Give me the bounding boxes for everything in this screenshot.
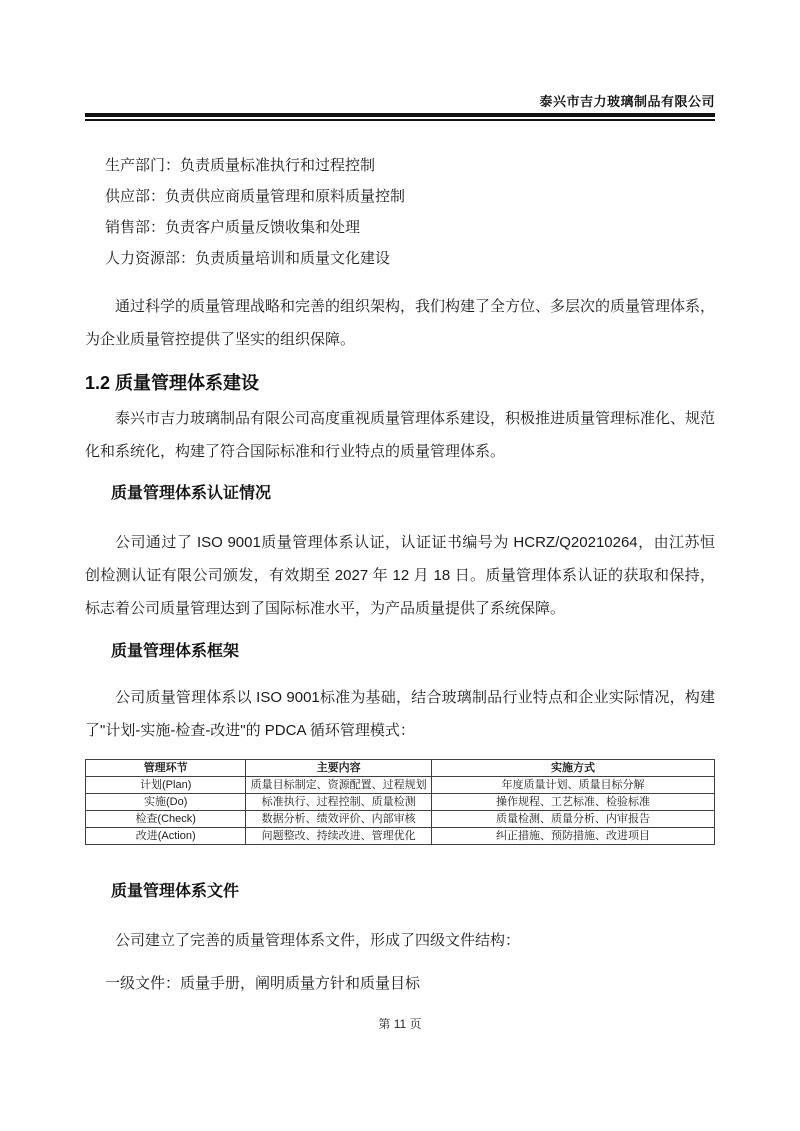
department-line: 人力资源部：负责质量培训和质量文化建设: [105, 250, 391, 267]
table-cell: 质量目标制定、资源配置、过程规划: [246, 777, 432, 794]
table-row: [86, 828, 715, 845]
framework-heading: 质量管理体系框架: [111, 643, 240, 660]
section-paragraph: 泰兴市吉力玻璃制品有限公司高度重视质量管理体系建设，积极推进质量管理标准化、规范化和系统化，构建了符合国际标准和行业特点的质量管理体系。: [85, 410, 716, 460]
table-cell: 实施(Do): [86, 794, 246, 811]
level1-document-line: 一级文件：质量手册，阐明质量方针和质量目标: [105, 975, 421, 992]
table-row: [86, 794, 715, 811]
intro-paragraph: 通过科学的质量管理战略和完善的组织架构，我们构建了全方位、多层次的质量管理体系，为企业质量管控提供了坚实的组织保障。: [85, 298, 716, 348]
table-cell: 计划(Plan): [86, 777, 246, 794]
certification-paragraph: 公司通过了 ISO 9001质量管理体系认证，认证证书编号为 HCRZ/Q20210264，由江苏恒创检测认证有限公司颁发，有效期至 2027 年 12 月 18 日。质量管理体系认证的获取和保持，标志着公司质量管理达到了国际标准水平，为产品质量提供了系统保障。: [85, 534, 715, 617]
certification-heading: 质量管理体系认证情况: [111, 485, 272, 502]
framework-paragraph: 公司质量管理体系以 ISO 9001标准为基础，结合玻璃制品行业特点和企业实际情况，构建了"计划-实施-检查-改进"的 PDCA 循环管理模式：: [85, 689, 715, 739]
department-list: [85, 150, 715, 274]
table-cell: 纠正措施、预防措施、改进项目: [431, 828, 714, 845]
table-row: [86, 811, 715, 828]
department-line: 销售部：负责客户质量反馈收集和处理: [105, 219, 361, 236]
table-cell: 操作规程、工艺标准、检验标准: [431, 794, 714, 811]
department-line: 供应部：负责供应商质量管理和原料质量控制: [105, 188, 406, 205]
table-cell: 问题整改、持续改进、管理优化: [246, 828, 432, 845]
table-cell: 检查(Check): [86, 811, 246, 828]
table-header-cell: 管理环节: [86, 760, 246, 777]
table-cell: 质量检测、质量分析、内审报告: [431, 811, 714, 828]
table-header-cell: 实施方式: [431, 760, 714, 777]
table-cell: 改进(Action): [86, 828, 246, 845]
company-name: 泰兴市吉力玻璃制品有限公司: [539, 94, 715, 109]
section-heading: 1.2 质量管理体系建设: [85, 373, 260, 393]
table-header-row: [86, 760, 715, 777]
table-header-cell: 主要内容: [246, 760, 432, 777]
page-number: 第 11 页: [378, 1017, 422, 1031]
table-cell: 年度质量计划、质量目标分解: [431, 777, 714, 794]
documents-paragraph: 公司建立了完善的质量管理体系文件，形成了四级文件结构：: [115, 932, 521, 949]
pdca-cycle-table: [85, 759, 715, 845]
table-cell: 数据分析、绩效评价、内部审核: [246, 811, 432, 828]
table-row: [86, 777, 715, 794]
documents-heading: 质量管理体系文件: [111, 883, 240, 900]
header-divider-rule: [85, 113, 715, 121]
department-line: 生产部门：负责质量标准执行和过程控制: [105, 157, 376, 174]
table-cell: 标准执行、过程控制、质量检测: [246, 794, 432, 811]
page-header: [85, 94, 715, 121]
